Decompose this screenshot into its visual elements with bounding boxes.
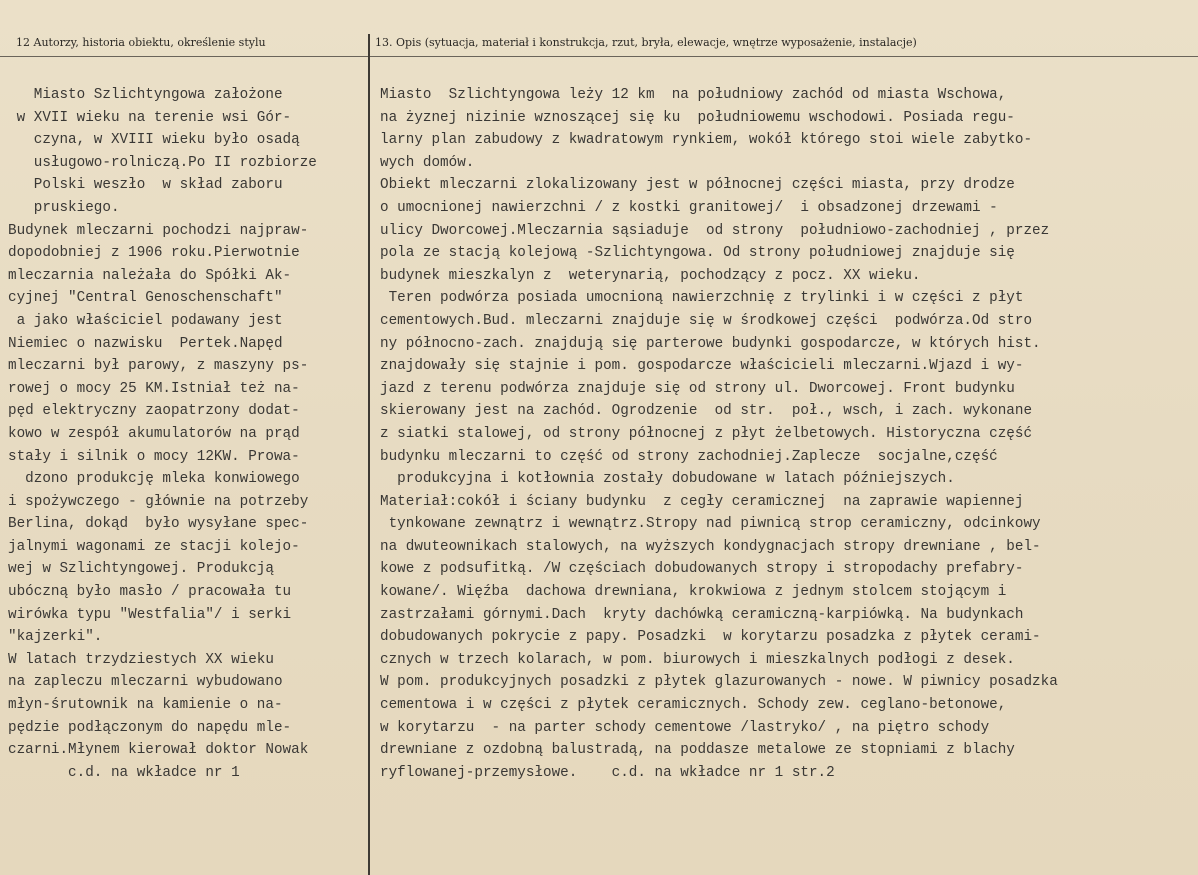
description-text-line: ryflowanej-przemysłowe. c.d. na wkładce nr 1 str.2 (380, 764, 835, 781)
column-divider (368, 34, 370, 875)
history-text-line: czyna, w XVIII wieku było osadą (8, 132, 300, 149)
description-text-line: Materiał:cokół i ściany budynku z cegły ceramicznej na zaprawie wapiennej (380, 493, 1024, 510)
description-text-line: kowane/. Więźba dachowa drewniana, krokwiowa z jednym stolcem stojącym i (380, 584, 1007, 601)
history-text-line: i spożywczego - głównie na potrzeby (8, 493, 309, 510)
description-text-line: budynku mleczarni to część od strony zachodniej.Zaplecze socjalne,część (380, 448, 998, 465)
description-text-line: skierowany jest na zachód. Ogrodzenie od str. poł., wsch, i zach. wykonane (380, 403, 1033, 420)
description-text-line: ny północno-zach. znajdują się parterowe budynki gospodarcze, w których hist. (380, 335, 1041, 352)
history-text-line: wirówka typu "Westfalia"/ i serki (8, 606, 292, 623)
description-text-line: na żyznej nizinie wznoszącej się ku południowemu wschodowi. Posiada regu- (380, 109, 1015, 126)
history-text-line: Budynek mleczarni pochodzi najpraw- (8, 222, 309, 239)
description-text-line: produkcyjna i kotłownia zostały dobudowane w latach późniejszych. (380, 471, 955, 488)
description-text-line: w korytarzu - na parter schody cementowe /lastryko/ , na piętro schody (380, 719, 990, 736)
description-text-line: z siatki stalowej, od strony północnej z płyt żelbetowych. Historyczna część (380, 425, 1033, 442)
history-text-line: w XVII wieku na terenie wsi Gór- (8, 109, 292, 126)
description-text-line: zastrzałami górnymi.Dach kryty dachówką ceramiczną-karpiówką. Na budynkach (380, 606, 1024, 623)
history-text-line: stały i silnik o mocy 12KW. Prowa- (8, 448, 300, 465)
history-text-line: młyn-śrutownik na kamienie o na- (8, 697, 283, 714)
history-text-line: Polski weszło w skład zaboru (8, 177, 283, 194)
history-text-line: dzono produkcję mleka konwiowego (8, 471, 300, 488)
header-rule (0, 56, 1198, 57)
description-text-line: tynkowane zewnątrz i wewnątrz.Stropy nad piwnicą strop ceramiczny, odcinkowy (380, 516, 1041, 533)
description-text-line: W pom. produkcyjnych posadzki z płytek glazurowanych - nowe. W piwnicy posadzka (380, 674, 1058, 691)
description-text-line: pola ze stacją kolejową -Szlichtyngowa. Od strony południowej znajduje się (380, 245, 1015, 262)
description-text-line: larny plan zabudowy z kwadratowym rynkiem, wokół którego stoi wiele zabytko- (380, 132, 1033, 149)
description-text-line: Obiekt mleczarni zlokalizowany jest w północnej części miasta, przy drodze (380, 177, 1015, 194)
description-text-line: kowe z podsufitką. /W częściach dobudowanych stropy i stropodachy prefabry- (380, 561, 1024, 578)
description-text-line: drewniane z ozdobną balustradą, na poddasze metalowe ze stopniami z blachy (380, 742, 1015, 759)
description-text-line: ulicy Dworcowej.Mleczarnia sąsiaduje od strony południowo-zachodniej , przez (380, 222, 1050, 239)
history-text-line: ubóczną było masło / pracowała tu (8, 584, 292, 601)
history-text-line: a jako właściciel podawany jest (8, 312, 283, 329)
description-text-line: Miasto Szlichtyngowa leży 12 km na południowy zachód od miasta Wschowa, (380, 87, 1007, 103)
description-text-line: budynek mieszkalyn z weterynarią, pochodzący z pocz. XX wieku. (380, 267, 921, 284)
description-text-line: cznych w trzech kolarach, w pom. biurowych i mieszkalnych podłogi z desek. (380, 651, 1015, 668)
history-text-line: jalnymi wagonami ze stacji kolejo- (8, 538, 300, 555)
section-13-header: 13. Opis (sytuacja, materiał i konstrukcja, rzut, bryła, elewacje, wnętrze wyposażenie, instalacje) (375, 36, 917, 49)
history-text-line: cyjnej "Central Genoschenschaft" (8, 290, 283, 307)
description-text-line: o umocnionej nawierzchni / z kostki granitowej/ i obsadzonej drzewami - (380, 199, 998, 216)
history-text-line: czarni.Młynem kierował doktor Nowak (8, 742, 309, 759)
history-text-line: "kajzerki". (8, 629, 103, 646)
history-text-line: wej w Szlichtyngowej. Produkcją (8, 561, 274, 578)
history-text-line: mleczarnia należała do Spółki Ak- (8, 267, 292, 284)
description-text-line: cementowych.Bud. mleczarni znajduje się w środkowej części podwórza.Od stro (380, 312, 1033, 329)
history-text-line: Berlina, dokąd było wysyłane spec- (8, 516, 309, 533)
history-text-line: usługowo-rolniczą.Po II rozbiorze (8, 154, 317, 171)
description-text-line: jazd z terenu podwórza znajduje się od strony ul. Dworcowej. Front budynku (380, 380, 1015, 397)
description-text-line: dobudowanych pokrycie z papy. Posadzki w korytarzu posadzka z płytek cerami- (380, 629, 1041, 646)
history-column (8, 84, 366, 784)
description-text-line: na dwuteownikach stalowych, na wyższych kondygnacjach stropy drewniane , bel- (380, 538, 1041, 555)
history-text-line: na zapleczu mleczarni wybudowano (8, 674, 283, 691)
description-text-line: wych domów. (380, 154, 475, 171)
history-text-line: c.d. na wkładce nr 1 (8, 764, 240, 781)
history-text-line: pęd elektryczny zaopatrzony dodat- (8, 403, 300, 420)
description-column (380, 84, 1195, 784)
description-text-line: znajdowały się stajnie i pom. gospodarcze właścicieli mleczarni.Wjazd i wy- (380, 358, 1024, 375)
history-text-line: mleczarni był parowy, z maszyny ps- (8, 358, 309, 375)
description-text-line: cementowa i w części z płytek ceramicznych. Schody zew. ceglano-betonowe, (380, 697, 1007, 714)
history-text-line: rowej o mocy 25 KM.Istniał też na- (8, 380, 300, 397)
history-text-line: Miasto Szlichtyngowa założone (8, 87, 283, 103)
section-12-header: 12 Autorzy, historia obiektu, określenie stylu (16, 36, 266, 49)
history-text-line: kowo w zespół akumulatorów na prąd (8, 425, 300, 442)
history-text-line: pędzie podłączonym do napędu mle- (8, 719, 292, 736)
history-text-line: dopodobniej z 1906 roku.Pierwotnie (8, 245, 300, 262)
history-text-line: Niemiec o nazwisku Pertek.Napęd (8, 335, 283, 352)
history-text-line: pruskiego. (8, 199, 120, 216)
description-text-line: Teren podwórza posiada umocnioną nawierzchnię z trylinki i w części z płyt (380, 290, 1024, 307)
history-text-line: W latach trzydziestych XX wieku (8, 651, 274, 668)
